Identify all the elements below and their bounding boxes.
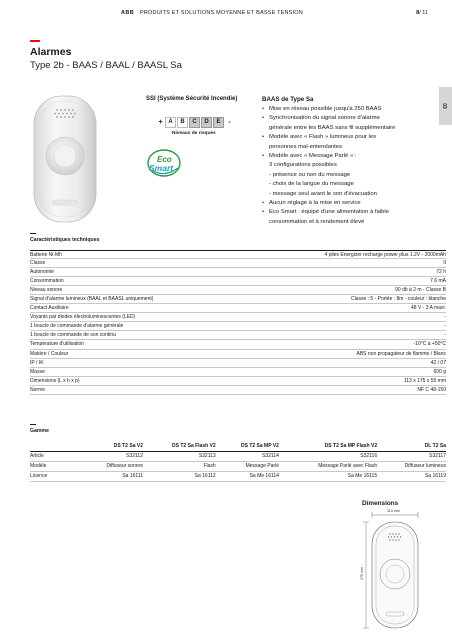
- column-header: DL T2 Sa: [377, 442, 446, 451]
- page-total: / 11: [419, 10, 428, 16]
- table-cell: Licence: [30, 471, 82, 481]
- product-image: [30, 94, 102, 224]
- risk-class-a: A: [165, 117, 176, 128]
- row-value: 600 g: [433, 368, 446, 375]
- row-label: Température d'utilisation: [30, 341, 85, 348]
- row-label: IP / IK: [30, 359, 44, 366]
- row-label: Classe: [30, 260, 46, 267]
- table-cell: S32114: [216, 451, 279, 461]
- height-dimension-label: 175 mm: [360, 567, 364, 580]
- column-header: [30, 442, 82, 451]
- table-row: [30, 277, 446, 286]
- table-cell: Sa 16112: [143, 471, 216, 481]
- feature-line: - choix de la langue du message: [269, 181, 354, 188]
- table-row: [30, 451, 446, 461]
- table-cell: S32116: [279, 451, 377, 461]
- gamme-section-rule: [30, 424, 36, 425]
- feature-line: - message seul avant le son d'évacuation: [269, 190, 377, 197]
- tech-section-title: Caractéristiques techniques: [30, 237, 100, 243]
- row-label: Voyants par diodes électroluminescentes (LED): [30, 314, 136, 321]
- row-value: NF C 48-150: [417, 386, 446, 393]
- row-label: Autonomie: [30, 269, 54, 276]
- table-cell: Sa Me 16115: [279, 471, 377, 481]
- width-dimension-label: 113 mm: [387, 509, 400, 513]
- baas-feature-list: [262, 105, 430, 227]
- row-value: 4 piles Energizer recharge power plus 1.2V - 2000mAh: [324, 252, 446, 258]
- row-value: 113 x 175 x 55 mm: [403, 377, 446, 384]
- gamme-section-title: Gamme: [30, 428, 50, 434]
- tech-section-rule: [30, 233, 36, 234]
- side-tab: [439, 87, 452, 125]
- table-cell: Diffuseur lumineux: [377, 461, 446, 471]
- row-value: Classe : 5 - Portée : 8m - couleur : blanche: [350, 296, 446, 303]
- page-header: [0, 10, 452, 22]
- header-subtitle: PRODUITS ET SOLUTIONS MOYENNE ET BASSE TENSION: [140, 10, 303, 16]
- eco-smart-logo: [146, 148, 184, 178]
- row-label: 1 boucle de commande d'alarme générale: [30, 323, 124, 330]
- table-row: [30, 359, 446, 368]
- table-row: [30, 471, 446, 481]
- column-header: DS T2 Sa MP V2: [216, 442, 279, 451]
- row-label: Dimensions (L x h x p): [30, 377, 80, 384]
- risk-class-e: E: [213, 117, 224, 128]
- column-header: DS T2 Sa V2: [82, 442, 143, 451]
- gamme-table: [30, 442, 446, 482]
- table-row: [30, 368, 446, 377]
- row-value: -: [444, 332, 446, 339]
- row-label: Consommation: [30, 278, 64, 285]
- risk-plus: +: [158, 118, 163, 126]
- feature-line: • Eco Smart : équipé d'une alimentation à faible: [262, 208, 430, 217]
- row-label: Batterie Ni-Mh: [30, 252, 62, 258]
- table-row: [30, 250, 446, 259]
- feature-line: • Aucun réglage à la mise en service: [262, 199, 430, 208]
- table-row: [30, 313, 446, 322]
- table-cell: Message Parlé avec Flash: [279, 461, 377, 471]
- gamme-header-row: [30, 442, 446, 451]
- table-cell: Message Parlé: [216, 461, 279, 471]
- ssi-title: SSI (Système Sécurité Incendie): [146, 96, 238, 102]
- table-cell: Diffuseur sonore: [82, 461, 143, 471]
- table-row: [30, 322, 446, 331]
- table-row: [30, 340, 446, 349]
- row-label: Masse: [30, 368, 45, 375]
- table-row: [30, 295, 446, 304]
- table-row: [30, 461, 446, 471]
- table-row: [30, 331, 446, 340]
- dimensions-title: Dimensions: [362, 500, 399, 507]
- page-current: 8: [416, 10, 420, 16]
- baas-features: [262, 96, 430, 227]
- column-header: DS T2 Sa MP Flash V2: [279, 442, 377, 451]
- row-value: II: [443, 260, 446, 267]
- accent-rule: [30, 40, 40, 42]
- side-tab-label: 03: [440, 103, 447, 109]
- row-value: -: [444, 323, 446, 330]
- table-row: [30, 259, 446, 268]
- row-label: 1 boucle de commande de son continu: [30, 332, 116, 339]
- table-cell: S32112: [82, 451, 143, 461]
- feature-line: consommation et à rendement élevé: [269, 218, 365, 225]
- risk-class-b: B: [177, 117, 188, 128]
- column-header: DS T2 Sa Flash V2: [143, 442, 216, 451]
- feature-line: • Mise en réseau possible jusqu'à 250 BAAS: [262, 105, 430, 114]
- product-type-line: Type 2b - BAAS / BAAL / BAASL Sa: [30, 60, 182, 71]
- row-label: Norme: [30, 386, 46, 393]
- feature-line: - présence ou non du message: [269, 171, 351, 178]
- row-value: -10°C à +50°C: [413, 341, 446, 348]
- row-label: Niveau sonore: [30, 287, 63, 294]
- feature-line: • Synchronisation du signal sonore d'alarme: [262, 114, 430, 123]
- risk-level-scale: [156, 115, 250, 129]
- table-cell: Flash: [143, 461, 216, 471]
- risk-class-c: C: [189, 117, 200, 128]
- table-row: [30, 350, 446, 359]
- row-label: Matière / Couleur: [30, 350, 69, 357]
- row-value: 72 h: [436, 269, 446, 276]
- table-cell: Article: [30, 451, 82, 461]
- eco-logo-line1: Eco: [157, 155, 172, 164]
- table-row: [30, 304, 446, 313]
- feature-line: générale entre les BAAS sans fil supplémentaire: [269, 124, 396, 131]
- table-cell: S32113: [143, 451, 216, 461]
- row-label: Contact Auxiliaire: [30, 305, 69, 312]
- feature-line: personnes mal-entendantes: [269, 143, 343, 150]
- row-value: 48 V - 3 A maxi.: [410, 305, 446, 312]
- eco-logo-line2: Smart: [149, 163, 174, 173]
- row-value: ABS non propagateur de flamme / Blanc: [356, 350, 446, 357]
- row-label: Signal d'alarme lumineux (BAAL et BAASL uniquement): [30, 296, 154, 303]
- table-row: [30, 268, 446, 277]
- table-cell: Modèle: [30, 461, 82, 471]
- table-row: [30, 286, 446, 295]
- feature-line: 3 configurations possibles: [269, 162, 337, 169]
- risk-minus: -: [228, 118, 231, 126]
- page-title: Alarmes: [30, 46, 72, 58]
- risk-label: Niveaux de risques: [172, 131, 216, 136]
- risk-class-d: D: [201, 117, 212, 128]
- table-row: [30, 377, 446, 386]
- dimensions-drawing: [356, 508, 432, 630]
- table-cell: Sa 16111: [82, 471, 143, 481]
- row-value: 90 db à 2 m - Classe B: [395, 287, 446, 294]
- row-value: 42 / 07: [430, 359, 446, 366]
- table-cell: Sa Me 16114: [216, 471, 279, 481]
- row-value: 7.6 mA: [430, 278, 446, 285]
- baas-heading: BAAS de Type Sa: [262, 96, 314, 103]
- page-number: [416, 10, 428, 16]
- tech-table: [30, 250, 446, 395]
- table-cell: Sa 16119: [377, 471, 446, 481]
- table-row: [30, 386, 446, 395]
- brand-name: ABB: [121, 10, 135, 16]
- table-cell: S32117: [377, 451, 446, 461]
- feature-line: • Modèle avec « Flash » lumineux pour les: [262, 133, 430, 142]
- feature-line: • Modèle avec « Message Parlé » :: [262, 152, 430, 161]
- row-value: -: [444, 314, 446, 321]
